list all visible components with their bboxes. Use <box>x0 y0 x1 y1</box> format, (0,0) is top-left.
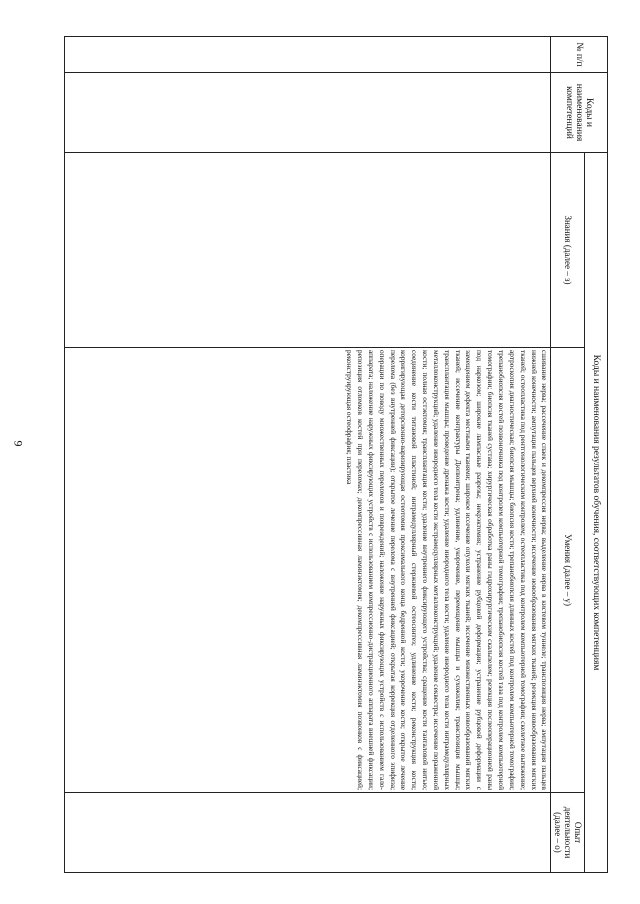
skills-text: сшивание нерва; рассечение спаек и декомпрессия нерва; выделение нерва в кистевом туннеле; транспозиция нерва; ампутация пальцев нижней конечности; ампутация пальцев верхней конечности; иссечение новообразования мягких тканей; резекция новообразования мягких тканей; остеопластика под рентгенологическим контролем; остеопластика под контролем компьютерной томографии; скелетное вытяжение; артроскопия диагностическая; биопсия мышцы; биопсия кости; трепанобиопсия длинных костей под контролем компьютерной томографии; трепанобиопсия костей позвоночника под контролем компьютерной томографии; трепанобиопсия костей таза под контролем компьютерной томографии; биопсия тканей сустава; хирургическая обработка раны гидрохирургическим скальпелем; резекция послеоперационной раны под наркозом; широкие лампасные разрезы; некрэктомия; устранение рубцовой деформации; устранение рубцовой деформации с замещением дефекта местными тканями; широкое иссечение опухоли мягких тканей; иссечение множественных новообразований мягких тканей; иссечение контрактуры Дюпюитрена; удлинение, укорочение, перемещение мышцы и сухожилия; транспозиция мышцы; трансплантация мышцы; проведение дренажа кости; удаление инородного тела кости; удаление инородного тела кости интрамедуллярных металлоконструкций; удаление инородного тела кости экстрамедуллярных металлоконструкций; удаление секвестра; иссечение пораженной кости; полная остэктомия; трансплантация кости; удаление внутреннего фиксирующего устройства; сращение кости танталовой нитью; соединение кости титановой пластиной; интрамедуллярный стержневой остеосинтез; удлинение кости; реконструкция кости; корригирующая деторсионно-варизирующая остеотомия проксимального конца бедренной кости; укорочение кости; открытое лечение перелома (без внутренней фиксации); открытое лечение перелома с внутренней фиксацией; открытая коррекция отделенного эпифиза; операции по поводу множественных переломов и повреждений; наложение наружных фиксирующих устройств с использованием гало-аппарата; наложение наружных фиксирующих устройств с использованием компрессионно-дистракционного аппарата внешней фиксации; репозиция отломков костей при переломах; декомпрессивная ламинэктомия; декомпрессивная ламинэктомия позвонков с фиксацией; реконструирующая остеофрафия; пластика <box>345 350 550 790</box>
header-skills: Умения (далее – у) <box>551 348 584 793</box>
cell-knowledge <box>65 153 551 348</box>
cell-experience <box>65 793 551 873</box>
cell-skills <box>65 348 551 793</box>
competence-table <box>64 36 608 873</box>
header-results-group: Коды и наименования результатов обучения, соответствующих компетенциям <box>584 153 607 873</box>
header-codes: Коды и наименования компетенций <box>551 73 608 153</box>
cell-code <box>65 73 551 153</box>
rotated-page-content <box>64 36 608 872</box>
table-row <box>65 37 551 873</box>
page-number: 9 <box>11 440 26 447</box>
header-knowledge: Знания (далее – з) <box>551 153 584 348</box>
header-experience: Опыт деятельности (далее – о) <box>551 793 584 873</box>
header-num: № п/п <box>551 37 608 73</box>
cell-num <box>65 37 551 73</box>
